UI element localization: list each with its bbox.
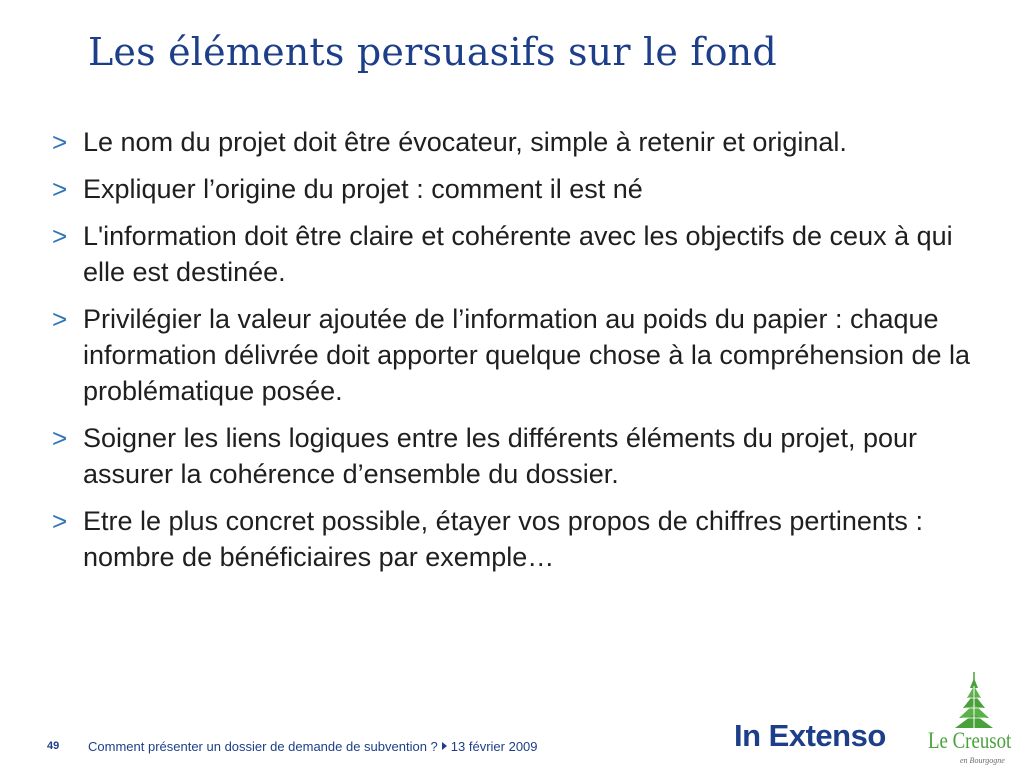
bullet-marker-icon: > bbox=[52, 221, 68, 251]
bullet-item bbox=[52, 420, 982, 492]
bullet-marker-icon: > bbox=[52, 304, 68, 334]
presentation-date: 13 février 2009 bbox=[450, 739, 538, 754]
bullet-text: L'information doit être claire et cohérente avec les objectifs de ceux à qui elle est destinée. bbox=[83, 221, 953, 287]
triangle-right-icon bbox=[442, 742, 447, 750]
lecreusot-wordmark: Le Creusot bbox=[928, 728, 1012, 753]
bullet-marker-icon: > bbox=[52, 506, 68, 536]
bullet-item bbox=[52, 301, 982, 409]
presentation-title: Comment présenter un dossier de demande de subvention ? bbox=[88, 739, 438, 754]
bullet-marker-icon: > bbox=[52, 127, 68, 157]
bullet-marker-icon: > bbox=[52, 423, 68, 453]
bullet-item bbox=[52, 218, 982, 290]
bullet-list bbox=[52, 124, 982, 586]
bullet-item bbox=[52, 503, 982, 575]
bullet-item bbox=[52, 124, 982, 160]
bullet-text: Privilégier la valeur ajoutée de l’information au poids du papier : chaque information délivrée doit apporter quelque chose à la compréhension de la problématique posée. bbox=[83, 304, 971, 406]
slide-title: Les éléments persuasifs sur le fond bbox=[88, 30, 777, 74]
bullet-marker-icon: > bbox=[52, 174, 68, 204]
inextenso-logo: In Extenso bbox=[734, 718, 886, 753]
bullet-item bbox=[52, 171, 982, 207]
lecreusot-logo bbox=[926, 672, 1020, 768]
bullet-text: Expliquer l’origine du projet : comment il est né bbox=[83, 174, 643, 204]
page-number: 49 bbox=[47, 740, 60, 752]
bullet-text: Etre le plus concret possible, étayer vos propos de chiffres pertinents : nombre de bénéficiaires par exemple… bbox=[83, 506, 923, 572]
bullet-text: Soigner les liens logiques entre les différents éléments du projet, pour assurer la cohérence d’ensemble du dossier. bbox=[83, 423, 917, 489]
tower-icon bbox=[952, 672, 996, 730]
footer-caption bbox=[88, 739, 538, 754]
lecreusot-tagline: en Bourgogne bbox=[960, 756, 1005, 765]
bullet-text: Le nom du projet doit être évocateur, simple à retenir et original. bbox=[83, 127, 847, 157]
